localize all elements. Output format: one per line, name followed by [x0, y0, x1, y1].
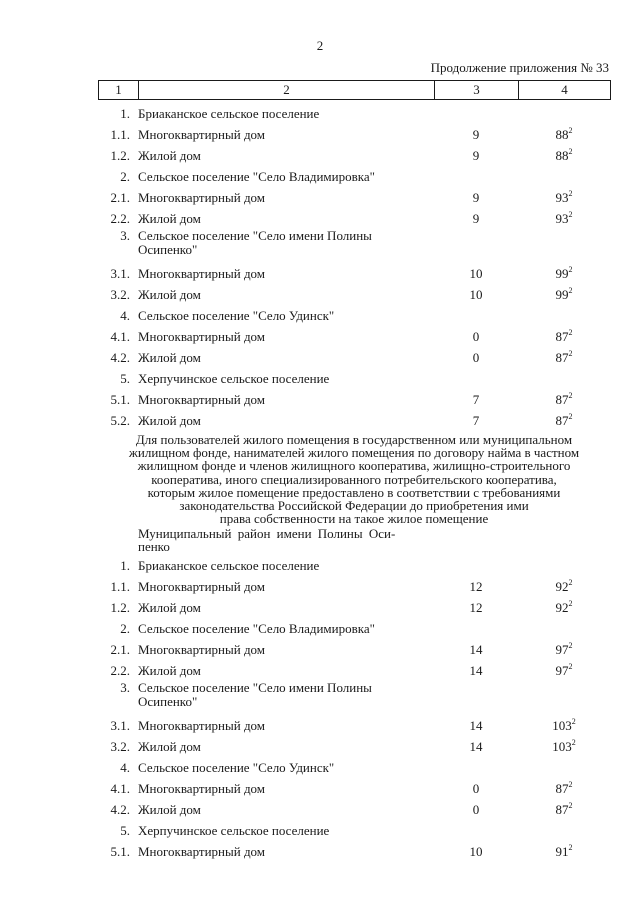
footnote-marker: 2 — [568, 210, 573, 219]
column-3-value: 9 — [472, 190, 480, 205]
column-3-value: 7 — [472, 392, 480, 407]
housing-type: Жилой дом — [138, 350, 201, 365]
housing-type: Многоквартирный дом — [138, 642, 266, 657]
settlement-table-1 — [98, 103, 610, 431]
column-3-value: 9 — [472, 211, 480, 226]
housing-type: Многоквартирный дом — [138, 190, 266, 205]
column-header-2: 2 — [139, 81, 435, 100]
column-4-value — [518, 715, 610, 736]
housing-type: Многоквартирный дом — [138, 266, 266, 281]
row-number: 2. — [120, 169, 130, 184]
table-row — [98, 715, 610, 736]
row-number: 3.1. — [110, 266, 130, 281]
column-3-value: 14 — [469, 642, 483, 657]
row-number: 2. — [120, 621, 130, 636]
housing-type: Жилой дом — [138, 802, 201, 817]
row-number: 4.1. — [110, 781, 130, 796]
paragraph-line: Для пользователей жилого помещения в государственном или муниципальном — [135, 432, 573, 447]
column-4-number: 88 — [555, 148, 569, 163]
housing-type: Многоквартирный дом — [138, 844, 266, 859]
housing-type: Многоквартирный дом — [138, 579, 266, 594]
column-4-value — [518, 145, 610, 166]
column-4-number: 91 — [555, 844, 569, 859]
district-subtitle — [138, 527, 438, 553]
column-4-number: 97 — [555, 642, 569, 657]
column-3-value: 10 — [469, 266, 483, 281]
housing-type: Жилой дом — [138, 663, 201, 678]
paragraph-line: законодательства Российской Федерации до приобретения ими — [179, 498, 529, 514]
column-number-header — [98, 80, 611, 100]
column-4-number: 87 — [555, 350, 569, 365]
housing-type: Жилой дом — [138, 211, 201, 226]
column-4-number: 92 — [555, 579, 569, 594]
column-header-4: 4 — [519, 81, 611, 100]
row-number: 2.2. — [110, 663, 130, 678]
column-4-number: 99 — [555, 287, 569, 302]
table-row — [98, 778, 610, 799]
row-number: 1.2. — [110, 600, 130, 615]
subtitle-line: пенко — [138, 539, 170, 554]
column-4-number: 103 — [552, 718, 572, 733]
column-4-value — [518, 778, 610, 799]
settlement-section-row — [98, 229, 610, 263]
row-number: 3. — [120, 228, 130, 243]
column-4-number: 97 — [555, 663, 569, 678]
housing-type: Многоквартирный дом — [138, 781, 266, 796]
paragraph-line: которым жилое помещение предоставлено в соответствии с требованиями — [147, 484, 561, 500]
column-4-value — [518, 841, 610, 862]
column-4-number: 87 — [555, 802, 569, 817]
table-row — [98, 187, 610, 208]
settlement-section-row — [98, 820, 610, 841]
column-4-value — [518, 208, 610, 229]
column-3-value: 0 — [472, 802, 480, 817]
column-header-1: 1 — [99, 81, 139, 100]
table-row — [98, 841, 610, 862]
table-row — [98, 576, 610, 597]
footnote-marker: 2 — [571, 717, 576, 726]
table-row — [98, 410, 610, 431]
housing-type: Жилой дом — [138, 413, 201, 428]
row-number: 5.2. — [110, 413, 130, 428]
row-number: 3.2. — [110, 739, 130, 754]
table-row — [98, 326, 610, 347]
column-4-number: 93 — [555, 190, 569, 205]
row-number: 4. — [120, 760, 130, 775]
table-row — [98, 736, 610, 757]
column-4-value — [518, 660, 610, 681]
row-number: 4.1. — [110, 329, 130, 344]
column-3-value: 0 — [472, 329, 480, 344]
settlement-name: Сельское поселение "Село Владимировка" — [138, 621, 375, 636]
column-3-value: 10 — [469, 844, 483, 859]
footnote-marker: 2 — [568, 328, 573, 337]
row-number: 3.1. — [110, 718, 130, 733]
column-4-value — [518, 124, 610, 145]
row-number: 4. — [120, 308, 130, 323]
column-4-number: 87 — [555, 392, 569, 407]
column-4-value — [518, 347, 610, 368]
column-4-value — [518, 576, 610, 597]
housing-type: Жилой дом — [138, 287, 201, 302]
row-number: 4.2. — [110, 350, 130, 365]
column-3-value: 0 — [472, 350, 480, 365]
column-4-value — [518, 799, 610, 820]
paragraph-line: кооператива, иного специализированного потребительского кооператива, — [151, 471, 557, 487]
table-row — [98, 389, 610, 410]
row-number: 5. — [120, 371, 130, 386]
column-4-number: 87 — [555, 413, 569, 428]
appendix-continuation-label: Продолжение приложения № 33 — [430, 60, 609, 75]
footnote-marker: 2 — [568, 801, 573, 810]
table-row — [98, 284, 610, 305]
column-3-value: 9 — [472, 127, 480, 142]
row-number: 1.1. — [110, 127, 130, 142]
column-3-value: 14 — [469, 739, 483, 754]
column-4-number: 88 — [555, 127, 569, 142]
column-4-number: 93 — [555, 211, 569, 226]
column-3-value: 10 — [469, 287, 483, 302]
table-row — [98, 263, 610, 284]
row-number: 2.2. — [110, 211, 130, 226]
settlement-section-row — [98, 618, 610, 639]
footnote-marker: 2 — [568, 843, 573, 852]
row-number: 5.1. — [110, 844, 130, 859]
column-4-value — [518, 389, 610, 410]
settlement-section-row — [98, 305, 610, 326]
footnote-marker: 2 — [568, 265, 573, 274]
column-4-value — [518, 326, 610, 347]
row-number: 2.1. — [110, 642, 130, 657]
housing-type: Многоквартирный дом — [138, 329, 266, 344]
footnote-marker: 2 — [568, 391, 573, 400]
column-4-value — [518, 639, 610, 660]
row-number: 2.1. — [110, 190, 130, 205]
settlement-name: Бриаканское сельское поселение — [138, 106, 320, 121]
housing-type: Жилой дом — [138, 148, 201, 163]
subtitle-line: Муниципальный район имени Полины Оси- — [138, 526, 396, 541]
row-number: 5.1. — [110, 392, 130, 407]
settlement-table-2 — [98, 555, 610, 862]
table-row — [98, 208, 610, 229]
row-number: 5. — [120, 823, 130, 838]
housing-type: Многоквартирный дом — [138, 127, 266, 142]
paragraph-line: жилищном фонде и членов жилищного кооператива, жилищно-строительного — [137, 458, 571, 474]
column-3-value: 12 — [469, 579, 483, 594]
page-number: 2 — [316, 38, 324, 53]
settlement-name: Сельское поселение "Село Удинск" — [138, 308, 335, 323]
row-number: 1.1. — [110, 579, 130, 594]
column-4-value — [518, 263, 610, 284]
row-number: 4.2. — [110, 802, 130, 817]
table-row — [98, 660, 610, 681]
table-row — [98, 799, 610, 820]
settlement-section-row — [98, 166, 610, 187]
settlement-section-row — [98, 555, 610, 576]
paragraph-line: жилищном фонде, нанимателей жилого помещения по договору найма в частном — [128, 445, 580, 461]
table-row — [98, 597, 610, 618]
column-header-3: 3 — [435, 81, 519, 100]
column-3-value: 0 — [472, 781, 480, 796]
column-3-value: 14 — [469, 718, 483, 733]
table-row — [98, 639, 610, 660]
footnote-marker: 2 — [568, 641, 573, 650]
settlement-name: Сельское поселение "Село Владимировка" — [138, 169, 375, 184]
row-number: 1. — [120, 106, 130, 121]
footnote-marker: 2 — [568, 578, 573, 587]
settlement-name: Херпучинское сельское поселение — [138, 823, 330, 838]
housing-type: Жилой дом — [138, 600, 201, 615]
column-3-value: 12 — [469, 600, 483, 615]
column-4-number: 99 — [555, 266, 569, 281]
footnote-marker: 2 — [568, 780, 573, 789]
row-number: 1. — [120, 558, 130, 573]
footnote-marker: 2 — [568, 147, 573, 156]
housing-type: Многоквартирный дом — [138, 718, 266, 733]
row-number: 1.2. — [110, 148, 130, 163]
paragraph-line: права собственности на такое жилое помещение — [219, 511, 489, 527]
footnote-marker: 2 — [571, 738, 576, 747]
settlement-section-row — [98, 757, 610, 778]
settlement-name: Бриаканское сельское поселение — [138, 558, 320, 573]
housing-type: Жилой дом — [138, 739, 201, 754]
column-4-value — [518, 597, 610, 618]
settlement-name: Сельское поселение "Село имени Полины Осипенко" — [138, 680, 372, 709]
column-3-value: 7 — [472, 413, 480, 428]
table-row — [98, 124, 610, 145]
table-row — [98, 145, 610, 166]
housing-type: Многоквартирный дом — [138, 392, 266, 407]
footnote-marker: 2 — [568, 349, 573, 358]
footnote-marker: 2 — [568, 286, 573, 295]
settlement-name: Сельское поселение "Село имени Полины Осипенко" — [138, 228, 372, 257]
table-row — [98, 347, 610, 368]
settlement-name: Херпучинское сельское поселение — [138, 371, 330, 386]
settlement-section-row — [98, 103, 610, 124]
footnote-marker: 2 — [568, 412, 573, 421]
column-4-value — [518, 284, 610, 305]
footnote-marker: 2 — [568, 189, 573, 198]
column-4-number: 92 — [555, 600, 569, 615]
column-4-value — [518, 410, 610, 431]
tenant-category-paragraph — [98, 433, 610, 525]
column-3-value: 14 — [469, 663, 483, 678]
column-3-value: 9 — [472, 148, 480, 163]
row-number: 3.2. — [110, 287, 130, 302]
footnote-marker: 2 — [568, 126, 573, 135]
column-4-value — [518, 187, 610, 208]
column-4-number: 87 — [555, 329, 569, 344]
settlement-name: Сельское поселение "Село Удинск" — [138, 760, 335, 775]
footnote-marker: 2 — [568, 662, 573, 671]
column-4-value — [518, 736, 610, 757]
footnote-marker: 2 — [568, 599, 573, 608]
row-number: 3. — [120, 680, 130, 695]
column-4-number: 87 — [555, 781, 569, 796]
settlement-section-row — [98, 368, 610, 389]
settlement-section-row — [98, 681, 610, 715]
column-4-number: 103 — [552, 739, 572, 754]
